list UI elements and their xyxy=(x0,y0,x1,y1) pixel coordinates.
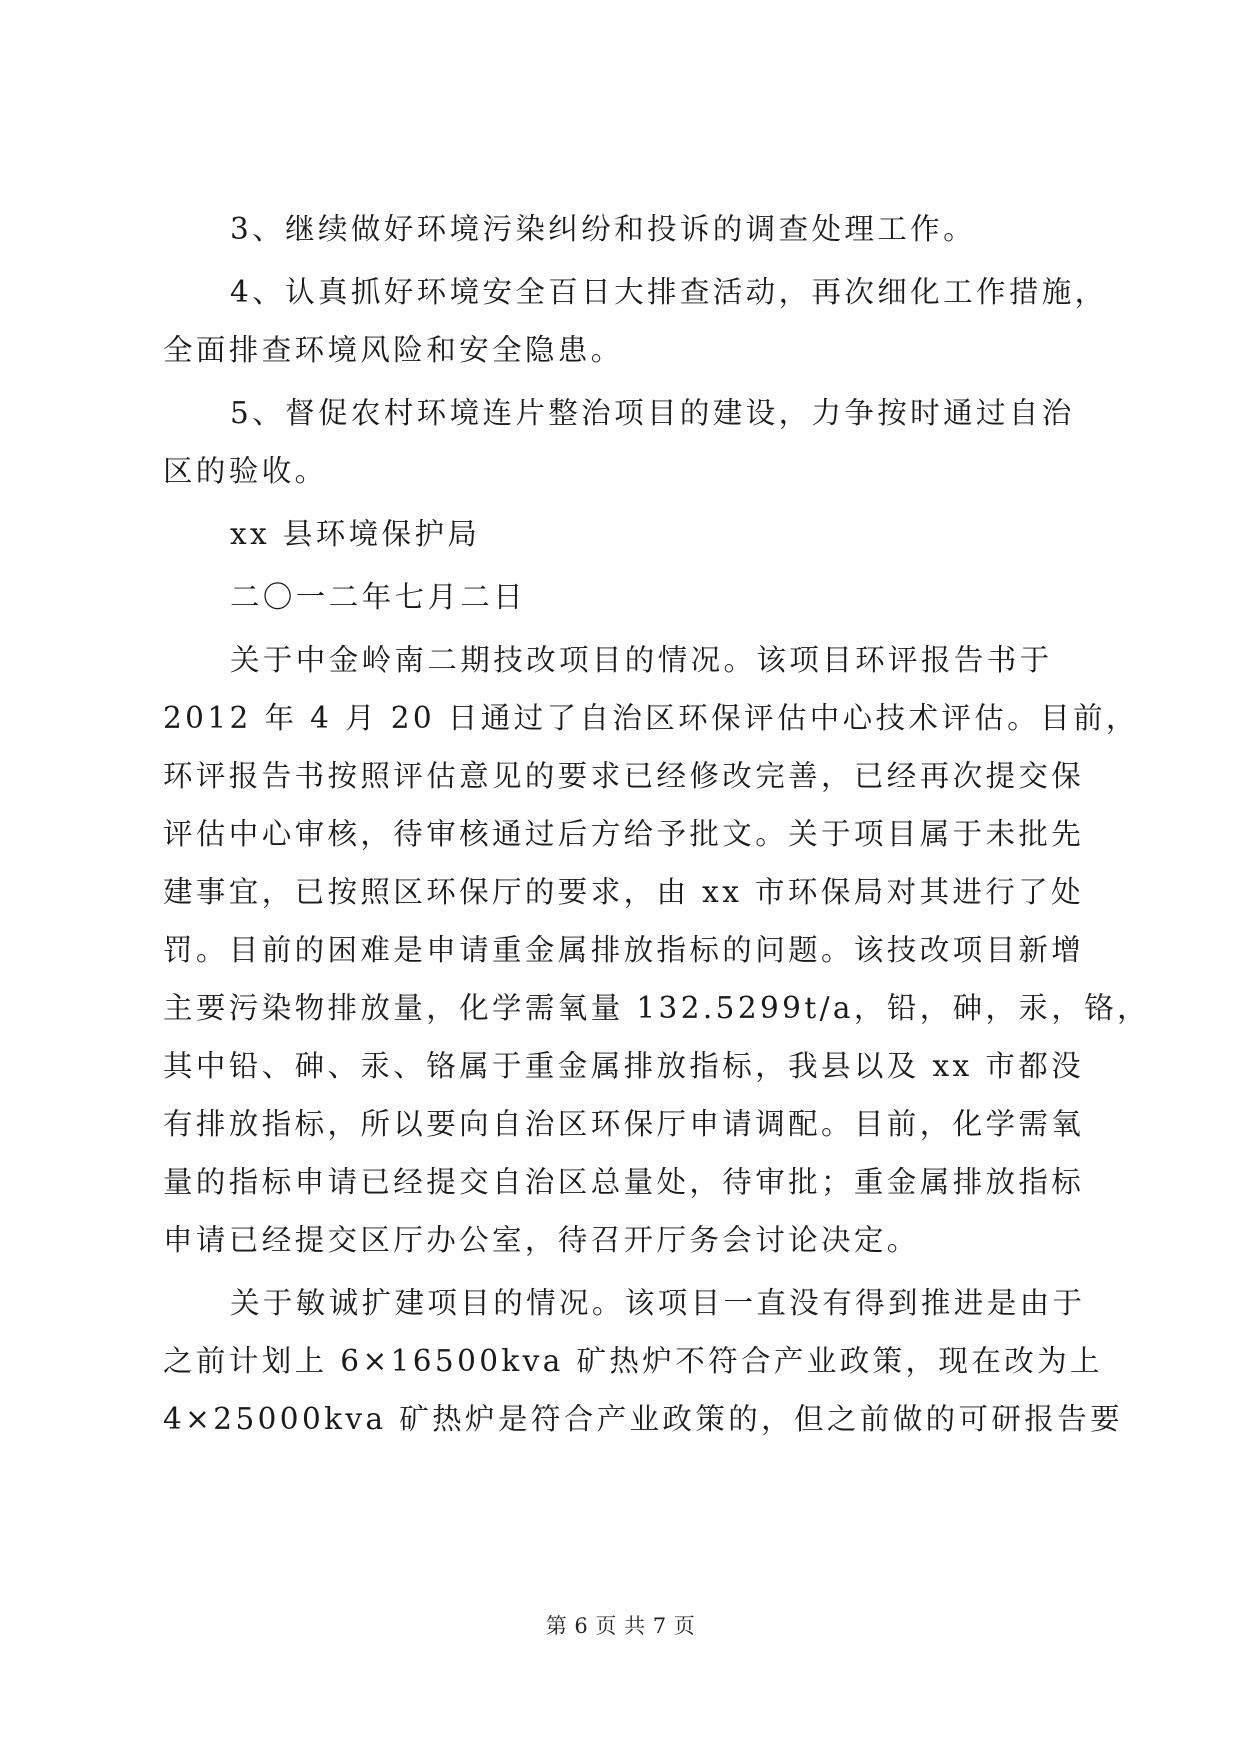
paragraph-2-line-2: 之前计划上 6×16500kva 矿热炉不符合产业政策，现在改为上 xyxy=(163,1344,1103,1378)
document-body xyxy=(163,200,1151,1448)
paragraph-1-line-5: 建事宜，已按照区环保厅的要求，由 xx 市环保局对其进行了处 xyxy=(163,875,1085,909)
page-number-footer: 第 6 页 共 7 页 xyxy=(545,1614,696,1638)
signature-date: 二〇一二年七月二日 xyxy=(230,580,527,614)
signature-organization: xx 县环境保护局 xyxy=(230,517,481,551)
list-item-3: 3、继续做好环境污染纠纷和投诉的调查处理工作。 xyxy=(230,212,976,246)
paragraph-1-line-6: 罚。目前的困难是申请重金属排放指标的问题。该技改项目新增 xyxy=(163,933,1085,967)
list-item-4-line-1: 4、认真抓好环境安全百日大排查活动，再次细化工作措施， xyxy=(230,275,1108,309)
paragraph-1-line-7: 主要污染物排放量，化学需氧量 132.5299t/a，铅，砷，汞，铬， xyxy=(163,991,1151,1025)
paragraph-1-line-3: 环评报告书按照评估意见的要求已经修改完善，已经再次提交保 xyxy=(163,759,1085,793)
paragraph-1-line-2: 2012 年 4 月 20 日通过了自治区环保评估中心技术评估。目前， xyxy=(163,701,1139,735)
paragraph-2-line-3: 4×25000kva 矿热炉是符合产业政策的，但之前做的可研报告要 xyxy=(163,1402,1124,1436)
paragraph-1-line-4: 评估中心审核，待审核通过后方给予批文。关于项目属于未批先 xyxy=(163,817,1085,851)
paragraph-1-line-8: 其中铅、砷、汞、铬属于重金属排放指标，我县以及 xx 市都没 xyxy=(163,1049,1085,1083)
paragraph-1-line-10: 量的指标申请已经提交自治区总量处，待审批；重金属排放指标 xyxy=(163,1165,1085,1199)
list-item-5-line-2: 区的验收。 xyxy=(163,454,328,488)
paragraph-1-line-11: 申请已经提交区厅办公室，待召开厅务会讨论决定。 xyxy=(163,1223,920,1257)
paragraph-1-line-9: 有排放指标，所以要向自治区环保厅申请调配。目前，化学需氧 xyxy=(163,1107,1085,1141)
paragraph-2-line-1: 关于敏诚扩建项目的情况。该项目一直没有得到推进是由于 xyxy=(230,1286,1086,1320)
list-item-5-line-1: 5、督促农村环境连片整治项目的建设，力争按时通过自治 xyxy=(230,396,1075,430)
paragraph-1-line-1: 关于中金岭南二期技改项目的情况。该项目环评报告书于 xyxy=(230,643,1053,677)
list-item-4-line-2: 全面排查环境风险和安全隐患。 xyxy=(163,333,624,367)
